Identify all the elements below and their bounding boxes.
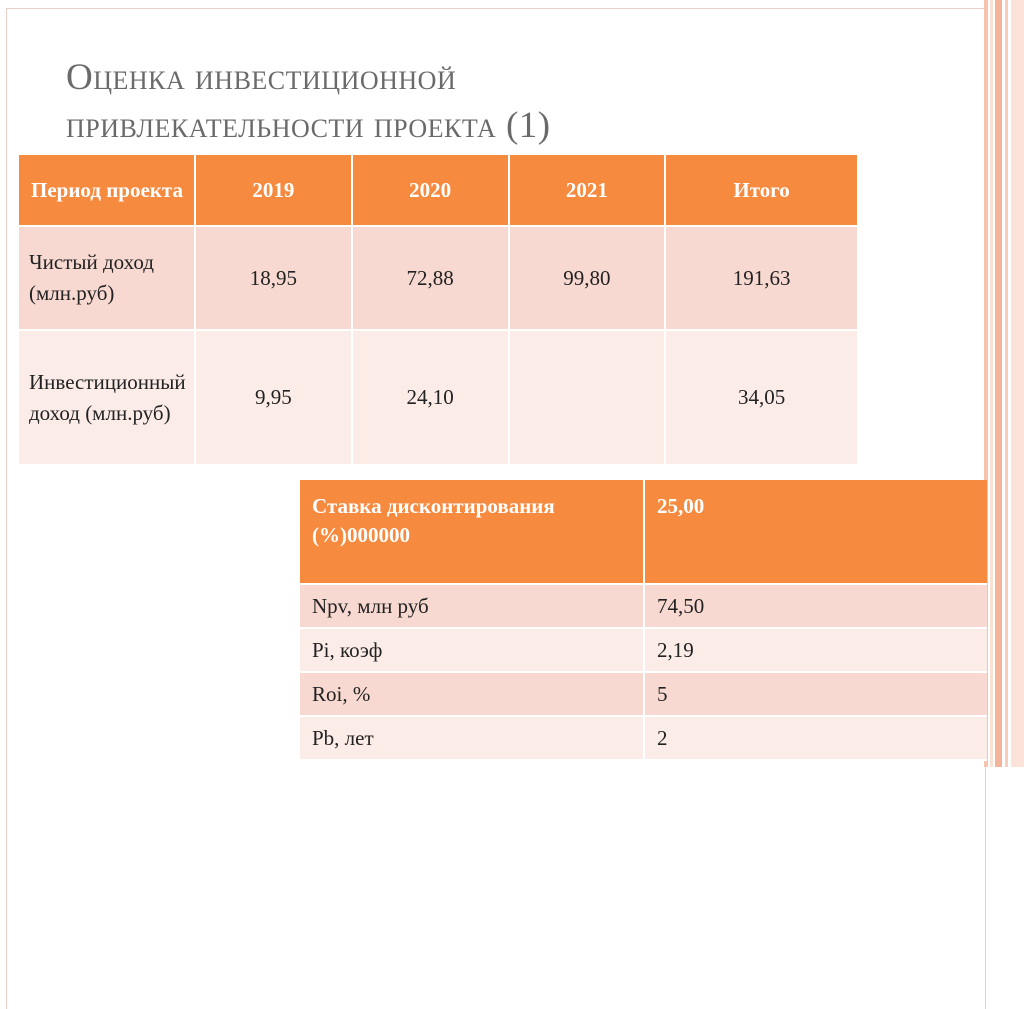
table-row — [300, 672, 987, 716]
slide-title-line-1: Оценка инвестиционной — [66, 57, 457, 98]
slide-title-line-2: привлекательности проекта (1) — [66, 105, 551, 146]
row-label: Чистый доход (млн.руб) — [19, 226, 195, 330]
decorative-stripes — [984, 0, 1024, 767]
header-cell-total: Итого — [665, 155, 857, 226]
header-cell-2019: 2019 — [195, 155, 352, 226]
slide-title — [66, 54, 826, 150]
row-label: Инвестиционный доход (млн.руб) — [19, 330, 195, 465]
header-cell-discount-value: 25,00 — [644, 480, 987, 584]
row-label: Pb, лет — [300, 716, 644, 760]
header-cell-period: Период проекта — [19, 155, 195, 226]
table-cell: 24,10 — [352, 330, 509, 465]
table-cell: 99,80 — [509, 226, 666, 330]
table-cell: 2 — [644, 716, 987, 760]
row-label: Pi, коэф — [300, 628, 644, 672]
table-row — [19, 330, 857, 465]
table-cell: 74,50 — [644, 584, 987, 628]
table-cell — [509, 330, 666, 465]
header-cell-discount-rate: Ставка дисконтирования (%)000000 — [300, 480, 644, 584]
table-row — [300, 584, 987, 628]
table-cell: 191,63 — [665, 226, 857, 330]
header-cell-2020: 2020 — [352, 155, 509, 226]
table-cell: 18,95 — [195, 226, 352, 330]
table-cell: 34,05 — [665, 330, 857, 465]
table-row — [300, 716, 987, 760]
table-cell: 5 — [644, 672, 987, 716]
table-header-row — [300, 480, 987, 584]
project-period-table — [19, 155, 857, 466]
table-header-row — [19, 155, 857, 226]
table-row — [19, 226, 857, 330]
table-cell: 2,19 — [644, 628, 987, 672]
table-cell: 72,88 — [352, 226, 509, 330]
table-row — [300, 628, 987, 672]
table-cell: 9,95 — [195, 330, 352, 465]
project-indicators-table — [300, 480, 987, 761]
row-label: Roi, % — [300, 672, 644, 716]
row-label: Npv, млн руб — [300, 584, 644, 628]
header-cell-2021: 2021 — [509, 155, 666, 226]
